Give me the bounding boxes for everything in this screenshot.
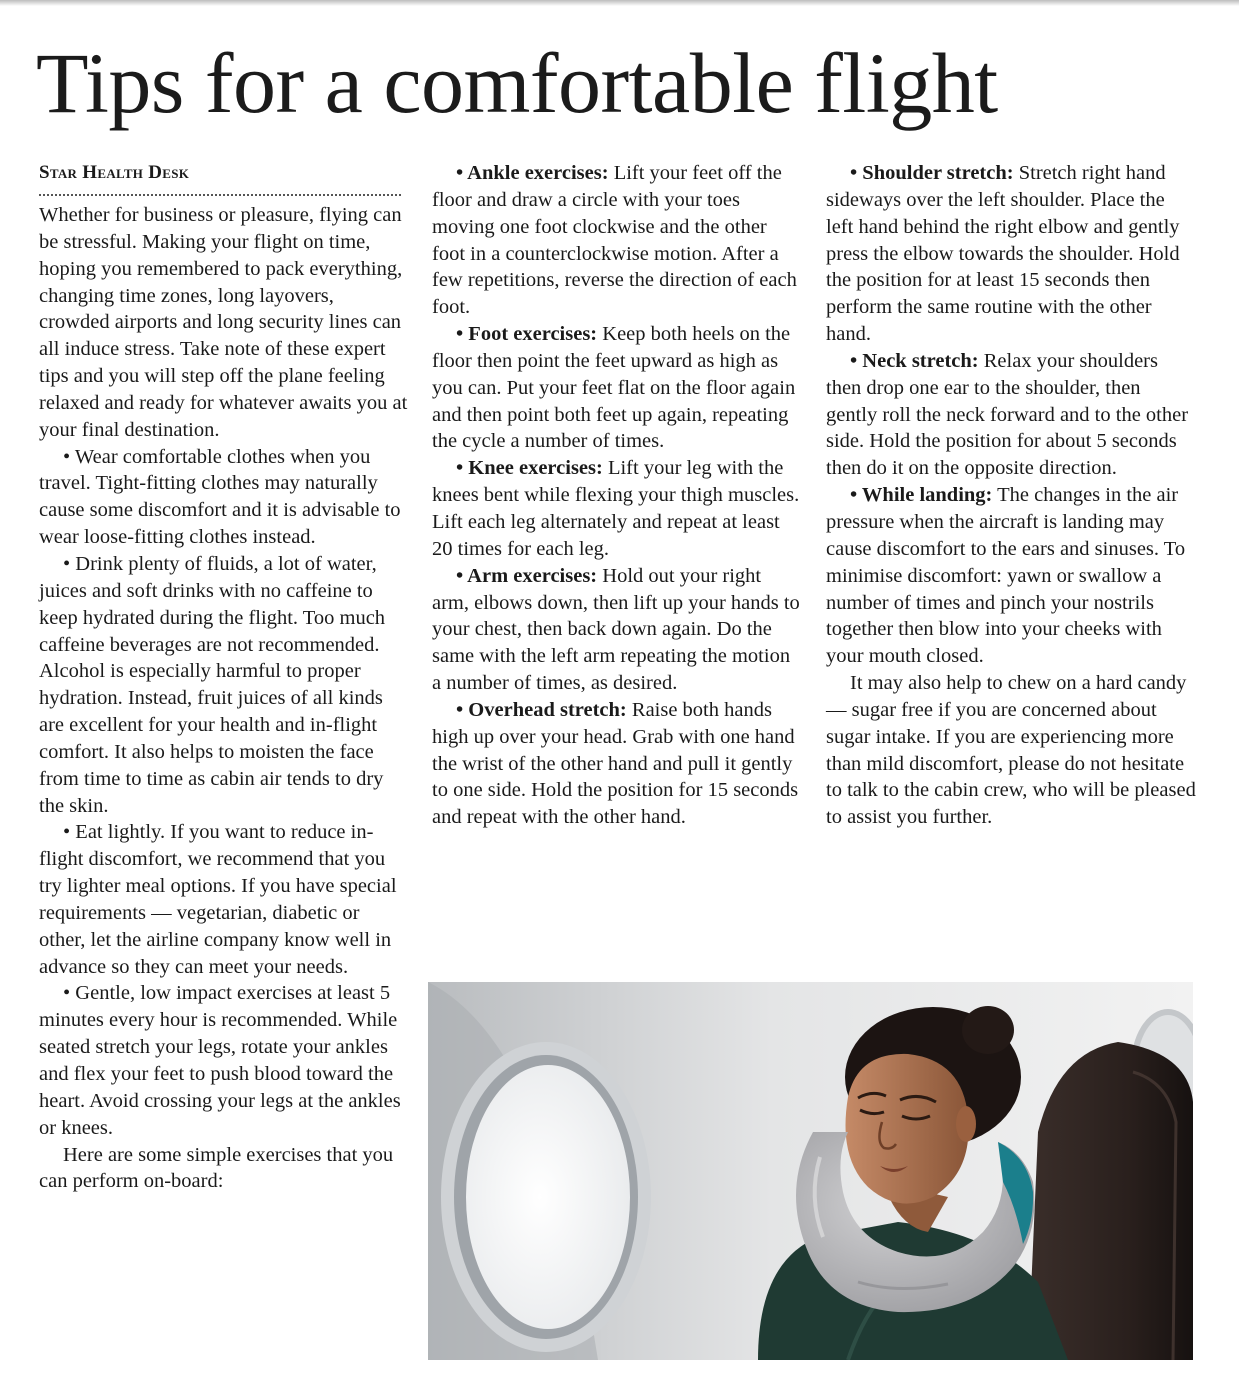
exercise-text: Raise both hands high up over your head. Grab with one hand the wrist of the other hand and pull it gently to one side. Hold the position for 15 seconds and repeat with the other hand. (432, 698, 799, 829)
exercise-title: • Foot exercises: (456, 323, 598, 346)
byline: Star Health Desk (39, 162, 190, 183)
article-column-1 (39, 160, 409, 1195)
exercise-title: • Knee exercises: (456, 457, 603, 480)
exercise-text: The changes in the air pressure when the aircraft is landing may cause discomfort to the ears and sinuses. To minimise discomfort: yawn or swallow a number of times and pinch your nostrils together then blow into your cheeks with your mouth closed. (826, 484, 1186, 668)
exercise-text: Keep both heels on the floor then point the feet upward as high as you can. Put your feet flat on the floor again and then point both feet up again, repeating the cycle a number of times. (432, 323, 796, 453)
article-headline: Tips for a comfortable flight (36, 35, 998, 131)
exercise-paragraph (826, 348, 1196, 482)
exercise-title: • Overhead stretch: (456, 698, 627, 721)
hair-bun (962, 1006, 1014, 1054)
tip-paragraph: • Wear comfortable clothes when you travel. Tight-fitting clothes may naturally cause some discomfort and it is advisable to wear loose-fitting clothes instead. (39, 445, 401, 549)
byline-divider (39, 194, 401, 196)
exercise-text: Lift your feet off the floor and draw a circle with your toes moving one foot clockwise and the other foot in a counterclockwise motion. After a few repetitions, reverse the direction of each foot. (432, 162, 797, 319)
exercise-title: • Arm exercises: (456, 564, 598, 587)
exercise-paragraph (432, 321, 802, 455)
exercise-title: • While landing: (850, 484, 993, 507)
exercise-paragraph (432, 455, 802, 562)
exercise-paragraph (826, 160, 1196, 348)
closing-paragraph: It may also help to chew on a hard candy — sugar free if you are concerned about sugar intake. If you are experiencing more than mild discomfort, please do not hesitate to talk to the cabin crew, who will be pleased to assist you further. (826, 672, 1196, 829)
face (846, 1054, 969, 1204)
tip-paragraph: • Gentle, low impact exercises at least 5 minutes every hour is recommended. While seated stretch your legs, rotate your ankles and flex your feet to push blood toward the heart. Avoid crossing your legs at the ankles or knees. (39, 982, 401, 1139)
exercise-paragraph (432, 563, 802, 697)
exercise-paragraph (432, 160, 802, 321)
exercise-paragraph (432, 697, 802, 831)
intro-paragraph: Whether for business or pleasure, flying can be stressful. Making your flight on time, hoping you remembered to pack everything, changing time zones, long layovers, crowded airports and long security lines can all induce stress. Take note of these expert tips and you will step off the plane feeling relaxed and ready for whatever awaits you at your final destination. (39, 204, 408, 441)
ear (956, 1106, 976, 1142)
exercise-title: • Shoulder stretch: (850, 162, 1014, 184)
exercise-paragraph (826, 482, 1196, 670)
exercise-text: Hold out your right arm, elbows down, then lift up your hands to your chest, then back down again. Do the same with the left arm repeating the motion a number of times, as desired. (432, 564, 800, 695)
exercise-title: • Ankle exercises: (456, 162, 609, 184)
airplane-cabin-illustration (428, 982, 1193, 1360)
exercise-text: Stretch right hand sideways over the left shoulder. Place the left hand behind the right elbow and gently press the elbow towards the shoulder. Hold the position for at least 15 seconds then perform the same routine with the other hand. (826, 162, 1180, 346)
page-top-edge (0, 0, 1239, 6)
exercise-text: Relax your shoulders then drop one ear to the shoulder, then gently roll the neck forward and to the other side. Hold the position for about 5 seconds then do it on the opposite direction. (826, 349, 1189, 480)
article-column-2 (432, 160, 802, 831)
window-pane (466, 1065, 630, 1329)
exercise-text: Lift your leg with the knees bent while flexing your thigh muscles. Lift each leg alternately and repeat at least 20 times for each leg. (432, 457, 800, 560)
article-photo (428, 982, 1193, 1360)
exercise-title: • Neck stretch: (850, 349, 979, 372)
tip-paragraph: • Drink plenty of fluids, a lot of water, juices and soft drinks with no caffeine to keep hydrated during the flight. Too much caffeine beverages are not recommended. Alcohol is especially harmful to proper hydration. Instead, fruit juices of all kinds are excellent for your health and in-flight comfort. It also helps to moisten the face from time to time as cabin air tends to dry the skin. (39, 552, 386, 817)
article-column-3 (826, 160, 1196, 831)
tip-paragraph: • Eat lightly. If you want to reduce in-flight discomfort, we recommend that you try lighter meal options. If you have special requirements — vegetarian, diabetic or other, let the airline company know well in advance so they can meet your needs. (39, 821, 397, 978)
exercises-intro-paragraph: Here are some simple exercises that you can perform on-board: (39, 1143, 394, 1193)
